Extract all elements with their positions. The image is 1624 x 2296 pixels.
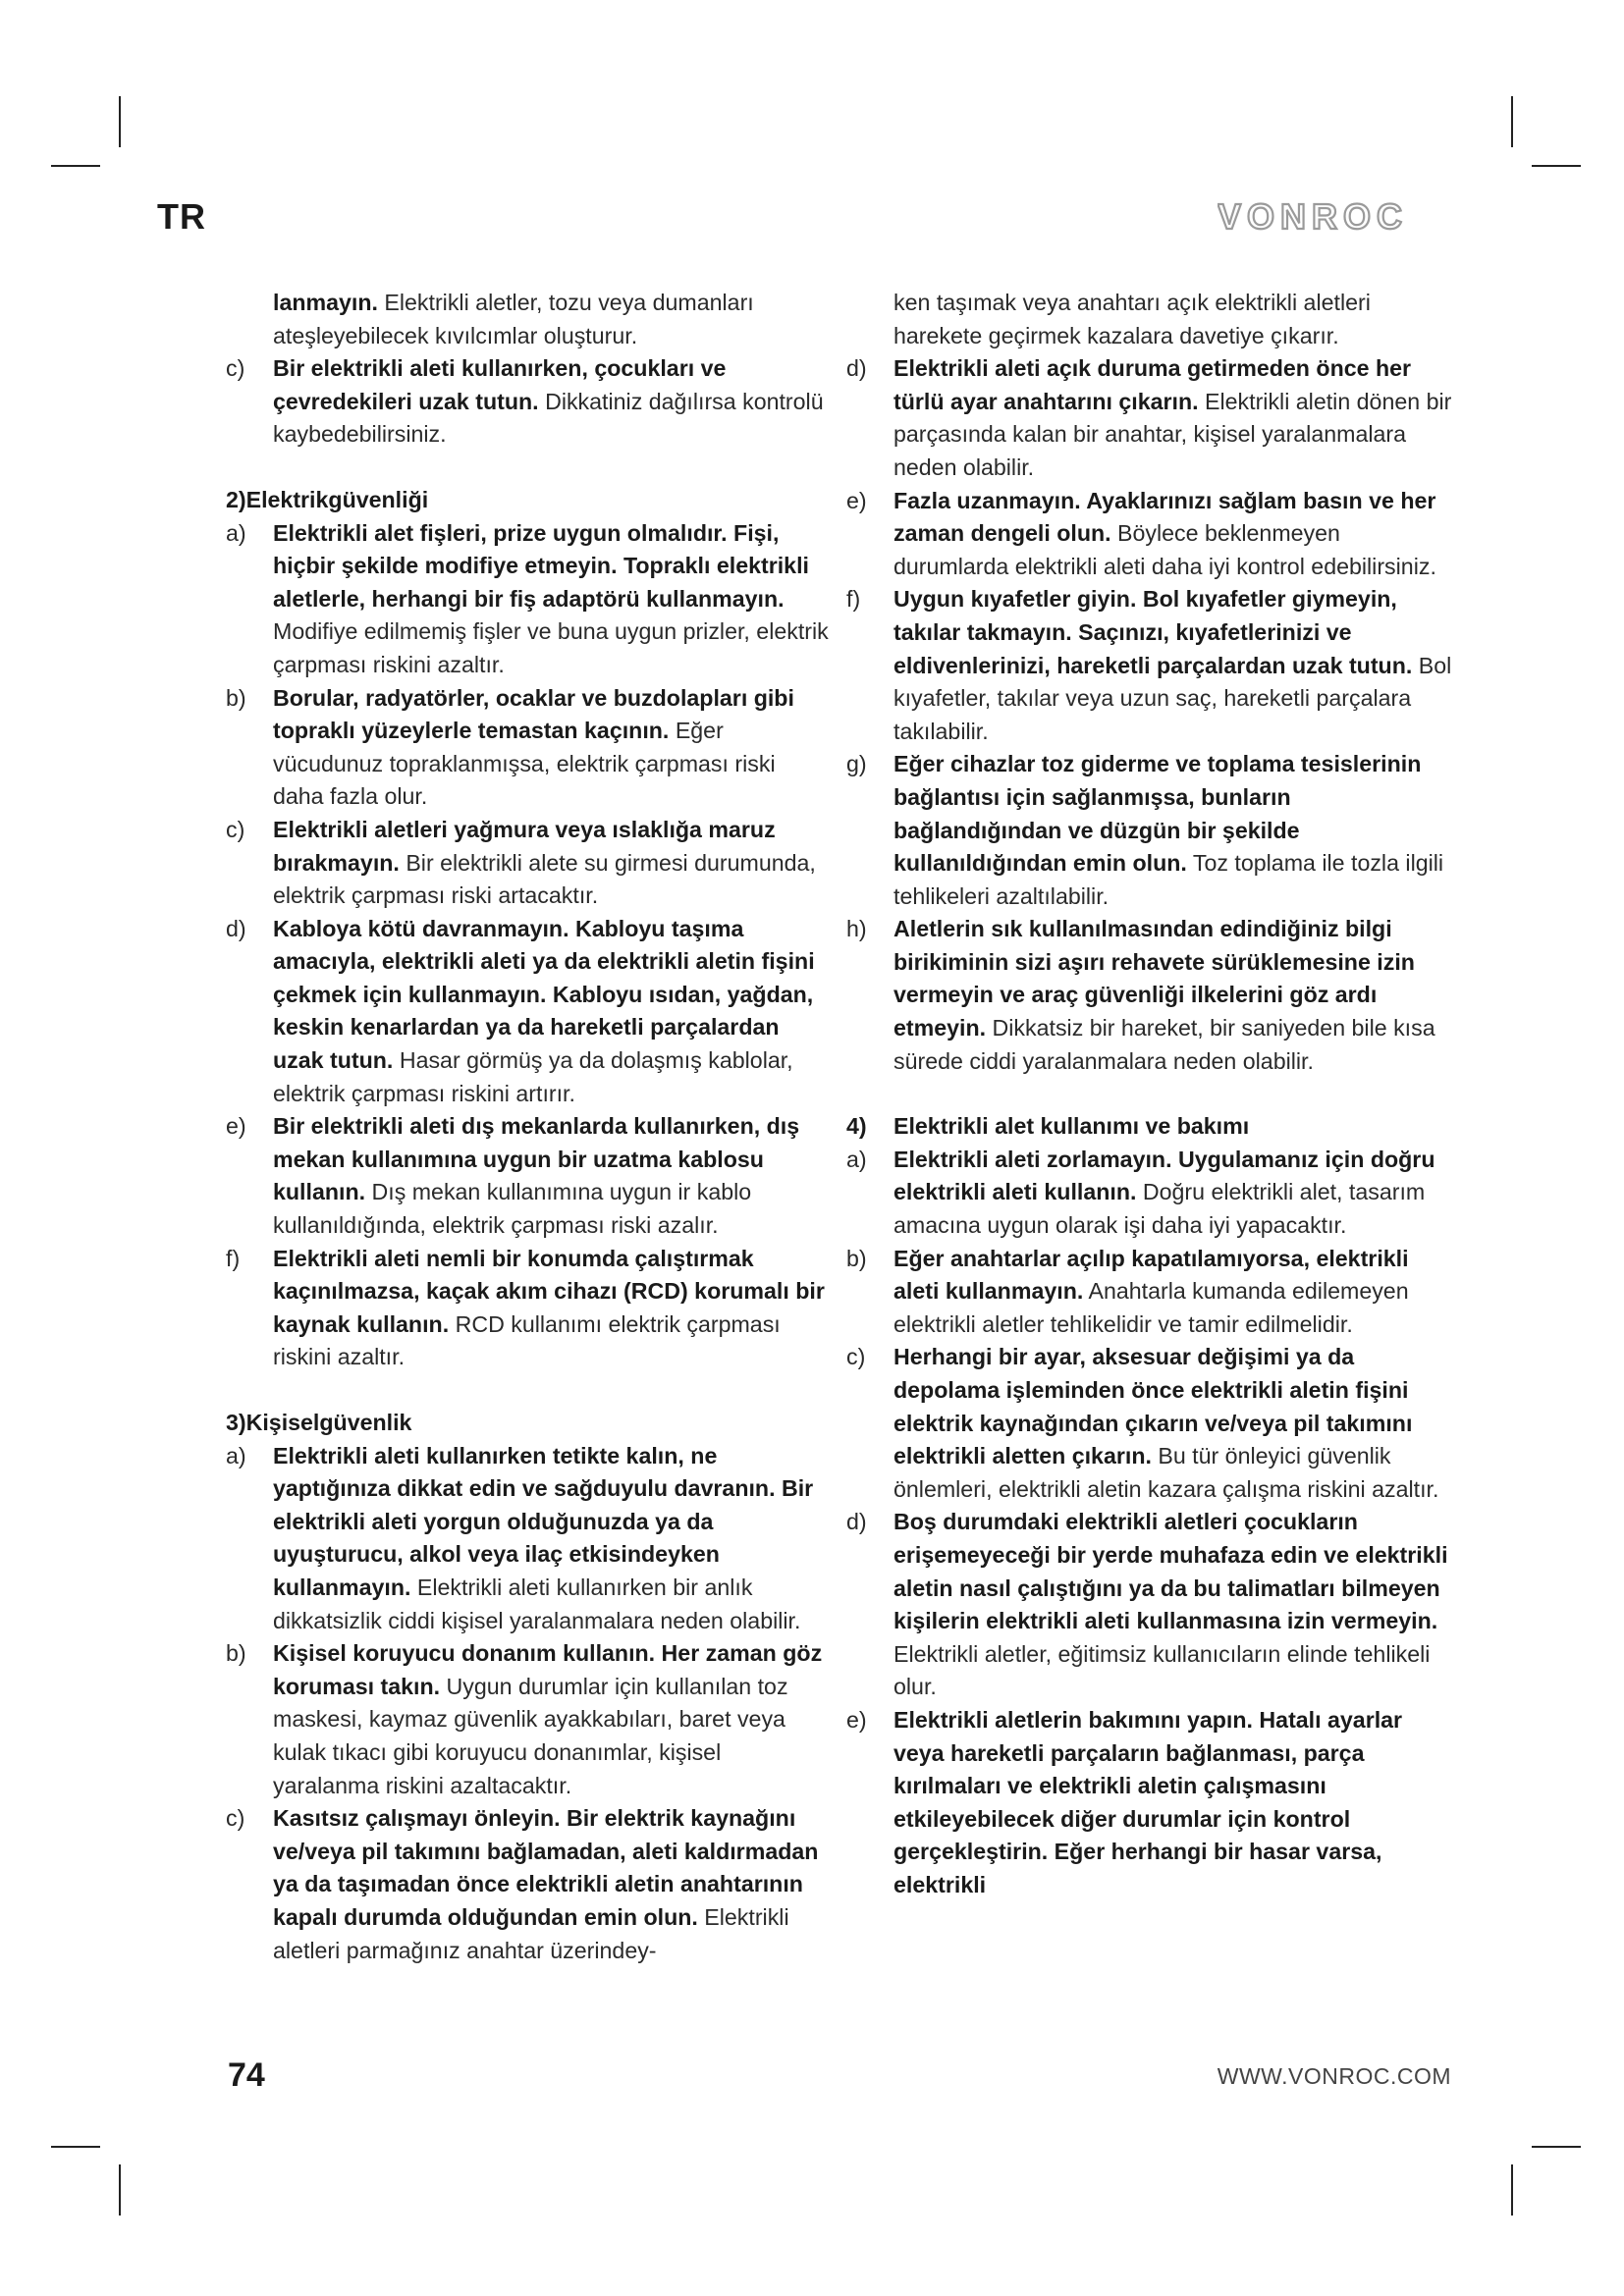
crop-mark — [51, 2146, 100, 2148]
page-number: 74 — [228, 2056, 265, 2094]
list-item: d) Elektrikli aleti açık duruma getirmeden önce her türlü ayar anahtarını çıkarın. Elektrikli aletin dönen bir parçasında kalan bir anahtar, kişisel yaralanmalara neden olabilir. — [846, 355, 1452, 480]
vonroc-logo — [1218, 199, 1453, 233]
list-item: c) Elektrikli aletleri yağmura veya ıslaklığa maruz bırakmayın. Bir elektrikli alete su girmesi durumunda, elektrik çarpması riski artacaktır. — [226, 816, 816, 909]
crop-mark — [119, 2164, 121, 2216]
continuation-paragraph: ken taşımak veya anahtarı açık elektrikli aletleri harekete geçirmek kazalara davetiye çıkarır. — [893, 290, 1371, 348]
language-code: TR — [157, 196, 206, 237]
list-item: f) Elektrikli aleti nemli bir konumda çalıştırmak kaçınılmazsa, kaçak akım cihazı (RCD) korumalı bir kaynak kullanın. RCD kullanımı elektrik çarpması riskini azaltır. — [226, 1245, 825, 1370]
svg-text:VONROC: VONROC — [1218, 199, 1409, 233]
list-item: a) Elektrikli alet fişleri, prize uygun olmalıdır. Fişi, hiçbir şekilde modifiye etmeyin. Topraklı elektrikli aletlerle, herhangi bir fiş adaptörü kullanmayın. Modifiye edilmemiş fişler ve buna uygun prizler, elektrik çarpması riskini azaltır. — [226, 519, 829, 677]
list-item: e) Bir elektrikli aleti dış mekanlarda kullanırken, dış mekan kullanımına uygun bir uzatma kablosu kullanın. Dış mekan kullanımına uygun ir kablo kullanıldığında, elektrik çarpması riski azalır. — [226, 1113, 800, 1239]
crop-mark — [1532, 2146, 1581, 2148]
section-heading-electrical-safety: 2)Elektrikgüvenliği — [226, 486, 429, 512]
list-item: g) Eğer cihazlar toz giderme ve toplama tesislerinin bağlantısı için sağlanmışsa, bunların bağlandığından ve düzgün bir şekilde kullanıldığından emin olun. Toz toplama ile tozla ilgili tehlikeleri azaltılabilir. — [846, 751, 1444, 909]
list-item: b) Borular, radyatörler, ocaklar ve buzdolapları gibi topraklı yüzeylerle temastan kaçının. Eğer vücudunuz topraklanmışsa, elektrik çarpması riski daha fazla olur. — [226, 684, 794, 810]
list-item: e) Fazla uzanmayın. Ayaklarınızı sağlam basın ve her zaman dengeli olun. Böylece beklenmeyen durumlarda elektrikli aleti daha iyi kontrol edebilirsiniz. — [846, 487, 1436, 579]
list-item: d) Boş durumdaki elektrikli aletleri çocukların erişemeyeceği bir yerde muhafaza edin ve elektrikli aletin nasıl çalıştığını ya da bu talimatları bilmeyen kişilerin elektrikli aleti kullanmasına izin vermeyin. Elektrikli aletler, eğitimsiz kullanıcıların elinde tehlikeli olur. — [846, 1509, 1448, 1700]
list-item: b) Eğer anahtarlar açılıp kapatılamıyorsa, elektrikli aleti kullanmayın. Anahtarla kumanda edilemeyen elektrikli aletler tehlikelidir ve tamir edilmelidir. — [846, 1245, 1409, 1337]
continuation-paragraph: lanmayın. Elektrikli aletler, tozu veya dumanları ateşleyebilecek kıvılcımlar oluşturur. — [273, 290, 754, 348]
list-item: b) Kişisel koruyucu donanım kullanın. Her zaman göz koruması takın. Uygun durumlar için kullanılan toz maskesi, kaymaz güvenlik ayakkabıları, baret veya kulak tıkacı gibi koruyucu donanımlar, kişisel yaralanma riskini azaltacaktır. — [226, 1640, 823, 1798]
crop-mark — [1532, 165, 1581, 167]
list-item: c) Bir elektrikli aleti kullanırken, çocukları ve çevredekileri uzak tutun. Dikkatiniz dağılırsa kontrolü kaybedebilirsiniz. — [226, 355, 824, 448]
list-item: c) Herhangi bir ayar, aksesuar değişimi ya da depolama işleminden önce elektrikli aletin fişini elektrik kaynağından çıkarın ve/veya pil takımını elektrikli aletten çıkarın. Bu tür önleyici güvenlik önlemleri, elektrikli aletin kazara çalışma riskini azaltır. — [846, 1344, 1439, 1502]
list-item: d) Kabloya kötü davranmayın. Kabloyu taşıma amacıyla, elektrikli aleti ya da elektrikli aletin fişini çekmek için kullanmayın. Kabloyu ısıdan, yağdan, keskin kenarlardan ya da hareketli parçalardan uzak tutun. Hasar görmüş ya da dolaşmış kablolar, elektrik çarpması riskini artırır. — [226, 915, 815, 1106]
crop-mark — [119, 96, 121, 147]
section-heading-tool-use-and-care: 4) Elektrikli alet kullanımı ve bakımı — [846, 1113, 1250, 1140]
crop-mark — [51, 165, 100, 167]
list-item: a) Elektrikli aleti zorlamayın. Uygulamanız için doğru elektrikli aleti kullanın. Doğru elektrikli alet, tasarım amacına uygun olarak işi daha iyi yapacaktır. — [846, 1146, 1435, 1239]
section-heading-personal-safety: 3)Kişiselgüvenlik — [226, 1410, 412, 1435]
list-item: f) Uygun kıyafetler giyin. Bol kıyafetler giymeyin, takılar takmayın. Saçınızı, kıyafetlerinizi ve eldivenlerinizi, hareketli parçalardan uzak tutun. Bol kıyafetler, takılar veya uzun saç, hareketli parçalara takılabilir. — [846, 586, 1452, 744]
crop-mark — [1511, 96, 1513, 147]
crop-mark — [1511, 2164, 1513, 2216]
website-link[interactable]: WWW.VONROC.COM — [1217, 2063, 1451, 2089]
right-column — [846, 287, 1455, 1902]
list-item: c) Kasıtsız çalışmayı önleyin. Bir elektrik kaynağını ve/veya pil takımını bağlamadan, aleti kaldırmadan ya da taşımadan önce elektrikli aletin anahtarının kapalı durumda olduğundan emin olun. Elektrikli aletleri parmağınız anahtar üzerindey- — [226, 1805, 819, 1963]
list-item: h) Aletlerin sık kullanılmasından edindiğiniz bilgi birikiminin sizi aşırı rehavete sürüklemesine izin vermeyin ve araç güvenliği ilkelerini göz ardı etmeyin. Dikkatsiz bir hareket, bir saniyeden bile kısa sürede ciddi yaralanmalara neden olabilir. — [846, 916, 1435, 1074]
left-column — [226, 287, 830, 1967]
list-item: e) Elektrikli aletlerin bakımını yapın. Hatalı ayarlar veya hareketli parçaların bağlanması, parça kırılmaları ve elektrikli aletin çalışmasını etkileyebilecek diğer durumlar için kontrol gerçekleştirin. Eğer herhangi bir hasar varsa, elektrikli — [846, 1706, 1403, 1897]
list-item: a) Elektrikli aleti kullanırken tetikte kalın, ne yaptığınıza dikkat edin ve sağduyulu davranın. Bir elektrikli aleti yorgun olduğunuzda ya da uyuşturucu, alkol veya ilaç etkisindeyken kullanmayın. Elektrikli aleti kullanırken bir anlık dikkatsizlik ciddi kişisel yaralanmalara neden olabilir. — [226, 1442, 814, 1633]
